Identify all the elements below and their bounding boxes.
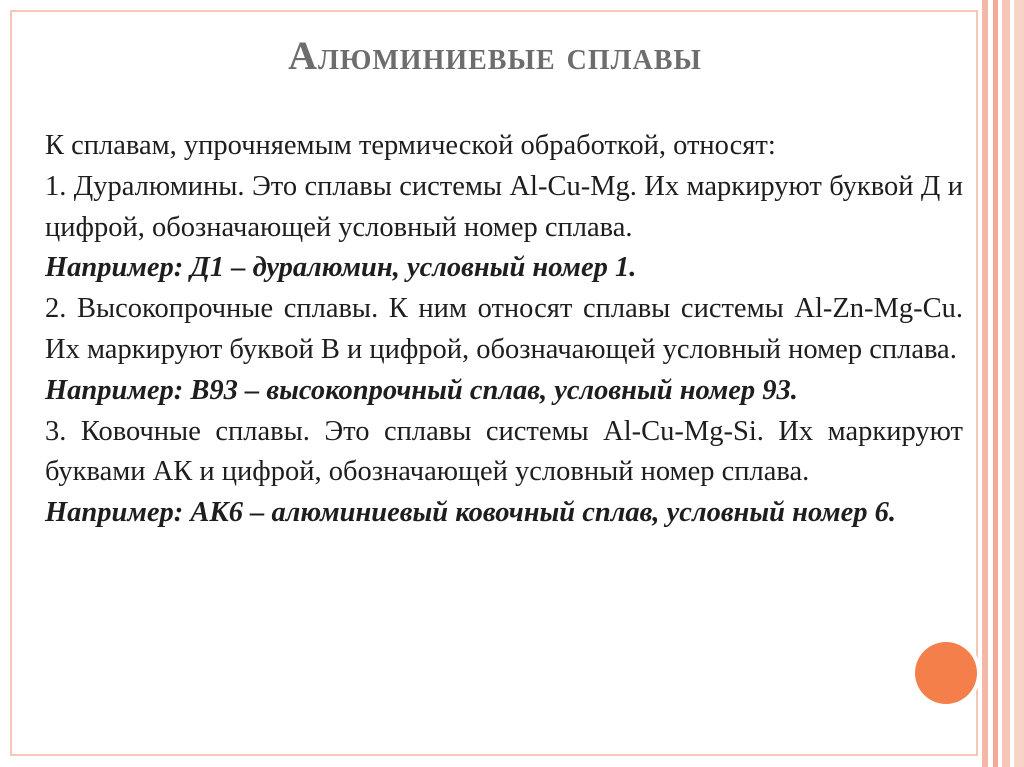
high-strength-paragraph: 2. Высокопрочные сплавы. К ним относят сплавы системы Al-Zn-Mg-Cu. Их маркируют буквой В и цифрой, обозначающей условный номер сплава. xyxy=(45,293,963,365)
intro-paragraph: К сплавам, упрочняемым термической обработкой, относят: xyxy=(45,130,776,161)
high-strength-example: Например: В93 – высокопрочный сплав, условный номер 93. xyxy=(45,374,798,406)
slide-title: Алюминиевые сплавы xyxy=(288,33,702,78)
forging-example: Например: АК6 – алюминиевый ковочный сплав, условный номер 6. xyxy=(45,497,897,529)
accent-circle xyxy=(915,642,977,704)
stripe xyxy=(1002,0,1010,767)
forging-paragraph: 3. Ковочные сплавы. Это сплавы системы Al-Cu-Mg-Si. Их маркируют буквами АК и цифрой, обозначающей условный номер сплава. xyxy=(45,415,963,488)
decorative-stripes xyxy=(978,0,1024,767)
stripe xyxy=(1014,0,1024,767)
slide-body xyxy=(45,126,963,534)
duralumin-paragraph: 1. Дуралюмины. Это сплавы системы Al-Cu-Mg. Их маркируют буквой Д и цифрой, обозначающей условный номер сплава. xyxy=(45,170,963,243)
duralumin-example: Например: Д1 – дуралюмин, условный номер 1. xyxy=(45,252,637,284)
